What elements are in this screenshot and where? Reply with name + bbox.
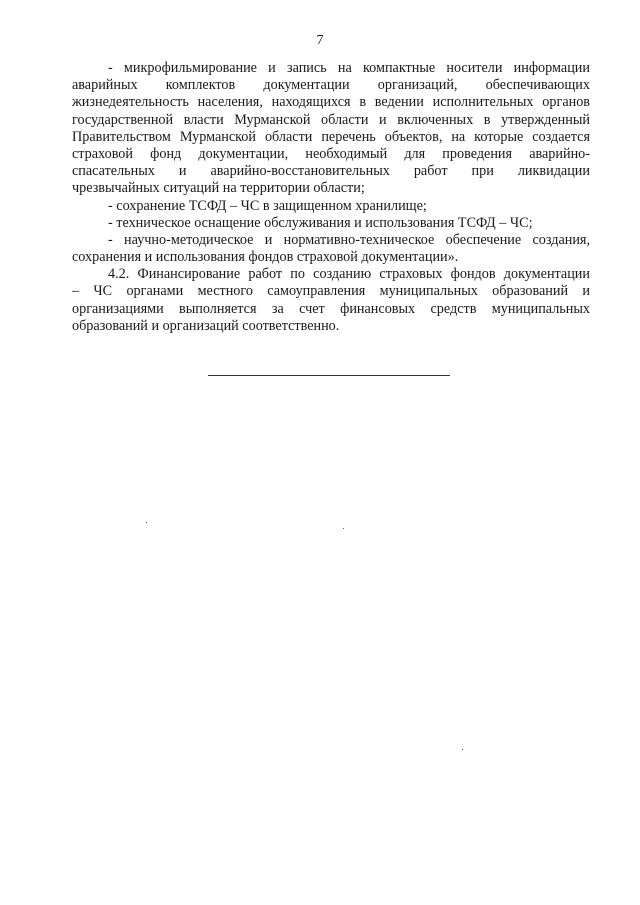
text-line: аварийных комплектов документации организаций, обеспечивающих bbox=[72, 77, 590, 94]
scan-speck bbox=[343, 528, 344, 529]
text-line: жизнедеятельность населения, находящихся в ведении исполнительных органов bbox=[72, 94, 590, 111]
end-divider-line bbox=[208, 375, 450, 376]
body-text bbox=[72, 60, 590, 335]
text-line: - сохранение ТСФД – ЧС в защищенном хранилище; bbox=[108, 197, 427, 214]
text-line: - техническое оснащение обслуживания и использования ТСФД – ЧС; bbox=[108, 214, 533, 231]
text-line: образований и организаций соответственно. bbox=[72, 317, 340, 334]
text-line: - микрофильмирование и запись на компактные носители информации bbox=[108, 60, 590, 76]
text-line: - научно-методическое и нормативно-техническое обеспечение создания, bbox=[108, 231, 590, 248]
text-line: – ЧС органами местного самоуправления муниципальных образований и bbox=[72, 283, 590, 300]
text-line: спасательных и аварийно-восстановительных работ при ликвидации bbox=[72, 163, 590, 180]
text-line: государственной власти Мурманской области и включенных в утвержденный bbox=[72, 111, 590, 128]
page-number: 7 bbox=[316, 33, 324, 48]
scan-speck bbox=[462, 749, 463, 750]
text-line: страховой фонд документации, необходимый для проведения аварийно- bbox=[72, 145, 590, 162]
text-line: сохранения и использования фондов страховой документации». bbox=[72, 249, 459, 266]
text-line: 4.2. Финансирование работ по созданию страховых фондов документации bbox=[108, 266, 590, 283]
text-line: Правительством Мурманской области перечень объектов, на которые создается bbox=[72, 128, 590, 145]
text-line: организациями выполняется за счет финансовых средств муниципальных bbox=[72, 300, 590, 317]
scan-speck bbox=[146, 522, 147, 523]
text-line: чрезвычайных ситуаций на территории области; bbox=[72, 180, 365, 197]
